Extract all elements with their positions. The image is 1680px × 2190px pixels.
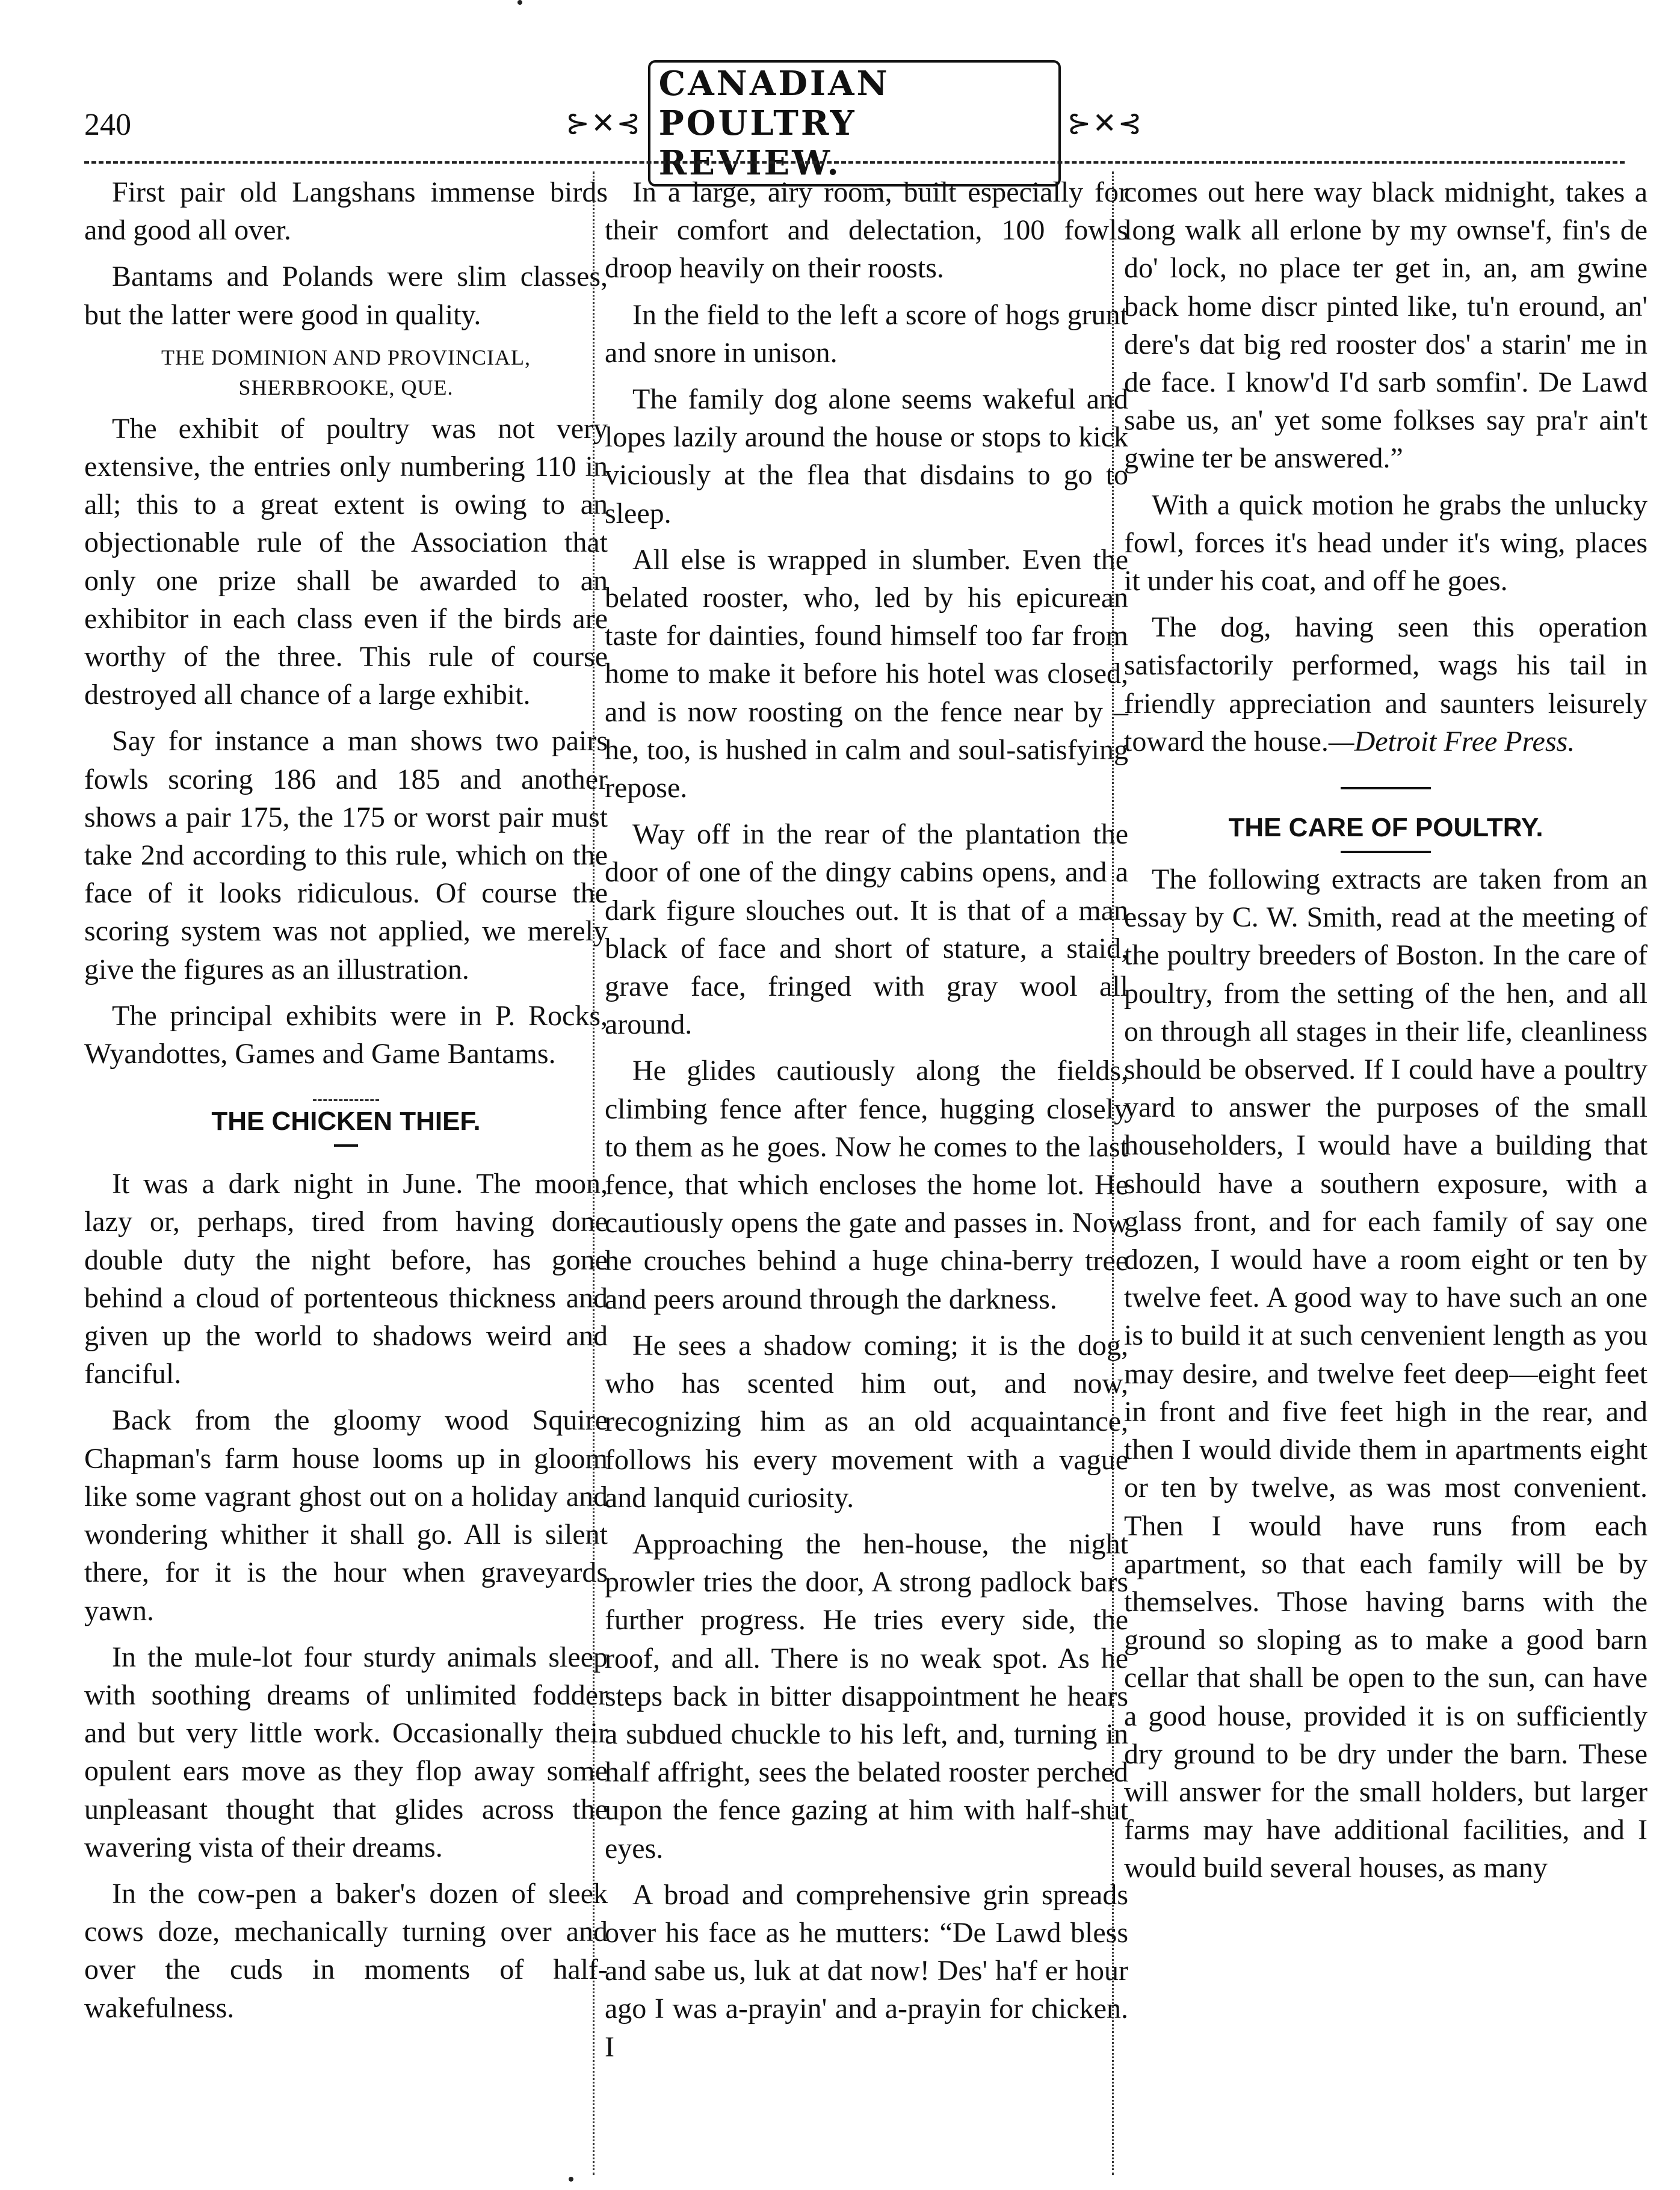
masthead (566, 64, 1143, 183)
paragraph (1124, 608, 1648, 760)
page-number: 240 (84, 108, 131, 142)
spacer (1124, 789, 1648, 807)
spacer (84, 1081, 608, 1099)
paragraph: All else is wrapped in slumber. Even the belated rooster, who, led by his epicurean taste for dainties, found himself too far from home to make it before his hotel was closed, and is now roosting on the fence near by – he, too, is hushed in calm and soul-satisfying repose. (605, 543, 1128, 804)
paragraph: It was a dark night in June. The moon, lazy or, perhaps, tired from having done double duty the night before, has gone behind a cloud of portenteous thickness and given up the world to shadows weird and fanciful. (84, 1168, 608, 1390)
paragraph: In the cow-pen a baker's dozen of sleek cows doze, mechanically turning over and over the cuds in moments of half-wakefulness. (84, 1877, 608, 2024)
paragraph: The family dog alone seems wakeful and lopes lazily around the house or stops to kick viciously at the flea that disdains to go to sleep. (605, 383, 1128, 529)
masthead-title: CANADIAN POULTRY REVIEW. (648, 60, 1061, 187)
paragraph: Way off in the rear of the plantation the door of one of the dingy cabins opens, and a dark figure slouches out. It is that of a man black of face and short of stature, a staid, grave face, fringed with gray wool all around. (605, 818, 1128, 1041)
paragraph: He glides cautiously along the fields, climbing fence after fence, hugging closely to them as he goes. Now he comes to the last fence, that which encloses the home lot. He cautiously opens the gate and passes in. Now he crouches behind a huge china-berry tree and peers around through the darkness. (605, 1055, 1128, 1315)
column-1 (84, 173, 608, 2035)
paragraph: A broad and comprehensive grin spreads over his face as he mutters: “De Lawd bless and sabe us, luk at dat now! Des' ha'f er hour ago I was a-prayin' and a-prayin for chicken. I (605, 1878, 1128, 2063)
paragraph: In a large, airy room, built especially for their comfort and delectation, 100 fowls droop heavily on their roosts. (605, 176, 1128, 285)
section-subhead: THE DOMINION AND PROVINCIAL, SHERBROOKE, QUE. (161, 345, 531, 399)
paragraph: In the field to the left a score of hogs grunt and snore in unison. (605, 298, 1128, 369)
paragraph: First pair old Langshans immense birds and good all over. (84, 176, 608, 247)
ink-speck (569, 2177, 573, 2182)
paragraph: Back from the gloomy wood Squire Chapman's farm house looms up in gloom like some vagrant ghost out on a holiday and wondering whither it shall go. All is silent there, for it is the hour when graveyards yawn. (84, 1404, 608, 1627)
paragraph-text: The dog, having seen this operation satisfactorily performed, wags his tail in friendly appreciation and saunters leisurely toward the house. (1124, 611, 1648, 757)
paragraph: In the mule-lot four sturdy animals sleep with soothing dreams of unlimited fodder and but very little work. Occasionally their opulent ears move as they flop away some unpleasant thought that glides across the wavering vista of their dreams. (84, 1641, 608, 1863)
ink-speck (517, 0, 522, 5)
column-2 (605, 173, 1128, 2074)
header-rule (84, 161, 1625, 164)
spacer (1124, 769, 1648, 787)
paragraph: Say for instance a man shows two pairs fowls scoring 186 and 185 and another shows a pair 175, the 175 or worst pair must take 2nd according to this rule, which on the face of it looks ridiculous. Of course the scoring system was not applied, we merely give the figures as an illustration. (84, 725, 608, 986)
article-headline: THE CHICKEN THIEF. (211, 1106, 481, 1137)
paragraph: The exhibit of poultry was not very extensive, the entries only numbering 110 in all; this to a great extent is owing to an objectionable rule of the Association that only one prize shall be awarded to an exhibitor in each class even if the birds are worthy of the three. This rule of course destroyed all chance of a large exhibit. (84, 412, 608, 711)
byline: —Detroit Free Press. (1328, 725, 1575, 757)
paragraph: Bantams and Polands were slim classes, but the latter were good in quality. (84, 261, 608, 331)
paragraph: comes out here way black midnight, takes a long walk all erlone by my ownse'f, fin's de do' lock, no place ter get in, an, am gwine back home discr pinted like, tu'n eround, an' dere's dat big red rooster dos' a starin' me in de face. I know'd I'd sarb somfin'. De Lawd sabe us, an' yet some folkses say pra'r ain't gwine ter be answered.” (1124, 176, 1648, 475)
paragraph: Approaching the hen-house, the night prowler tries the door, A strong padlock bars further progress. He tries every side, the roof, and all. There is no weak spot. As he steps back in bitter disappointment he hears a subdued chuckle to his left, and, turning in half affright, sees the belated rooster perched upon the fence gazing at him with half-shut eyes. (605, 1528, 1128, 1865)
spacer (1124, 853, 1648, 860)
paragraph: He sees a shadow coming; it is the dog, who has scented him out, and now, recognizing him as an old acquaintance, follows his every movement with a vague and lanquid curiosity. (605, 1329, 1128, 1514)
section-rule (313, 1099, 379, 1101)
column-3 (1124, 173, 1648, 1896)
article-headline: THE CARE OF POULTRY. (1228, 813, 1543, 843)
paragraph: The principal exhibits were in P. Rocks, Wyandottes, Games and Game Bantams. (84, 999, 608, 1070)
paragraph: With a quick motion he grabs the unlucky fowl, forces it's head under it's wing, places it under his coat, and off he goes. (1124, 489, 1648, 597)
ornament-left-icon: ⊱✕⊰ (566, 106, 642, 140)
ornament-right-icon: ⊱✕⊰ (1067, 106, 1143, 140)
spacer (84, 1147, 608, 1165)
paragraph: The following extracts are taken from an essay by C. W. Smith, read at the meeting of the poultry breeders of Boston. In the care of poultry, from the setting of the hen, and all on through all stages in their life, cleanliness should be observed. If I could have a poultry yard to answer the purposes of the small householders, I would have a building that should have a southern exposure, with a glass front, and for each family of say one dozen, I would have a room eight or ten by twelve feet. A good way to have such an one is to build it at such cenvenient length as you may desire, and twelve feet deep—eight feet in front and five feet high in the rear, and then I would divide them in apartments eight or ten by twelve, as was most convenient. Then I would have runs from each apartment, so that each family will be by themselves. Those having barns with the ground so sloping as to make a good barn cellar that shall be open to the sun, can have a good house, provided it is on sufficiently dry ground to be dry under the barn. These will answer for the small holders, but larger farms may have additional facilities, and I would build several houses, as many (1124, 863, 1648, 1884)
